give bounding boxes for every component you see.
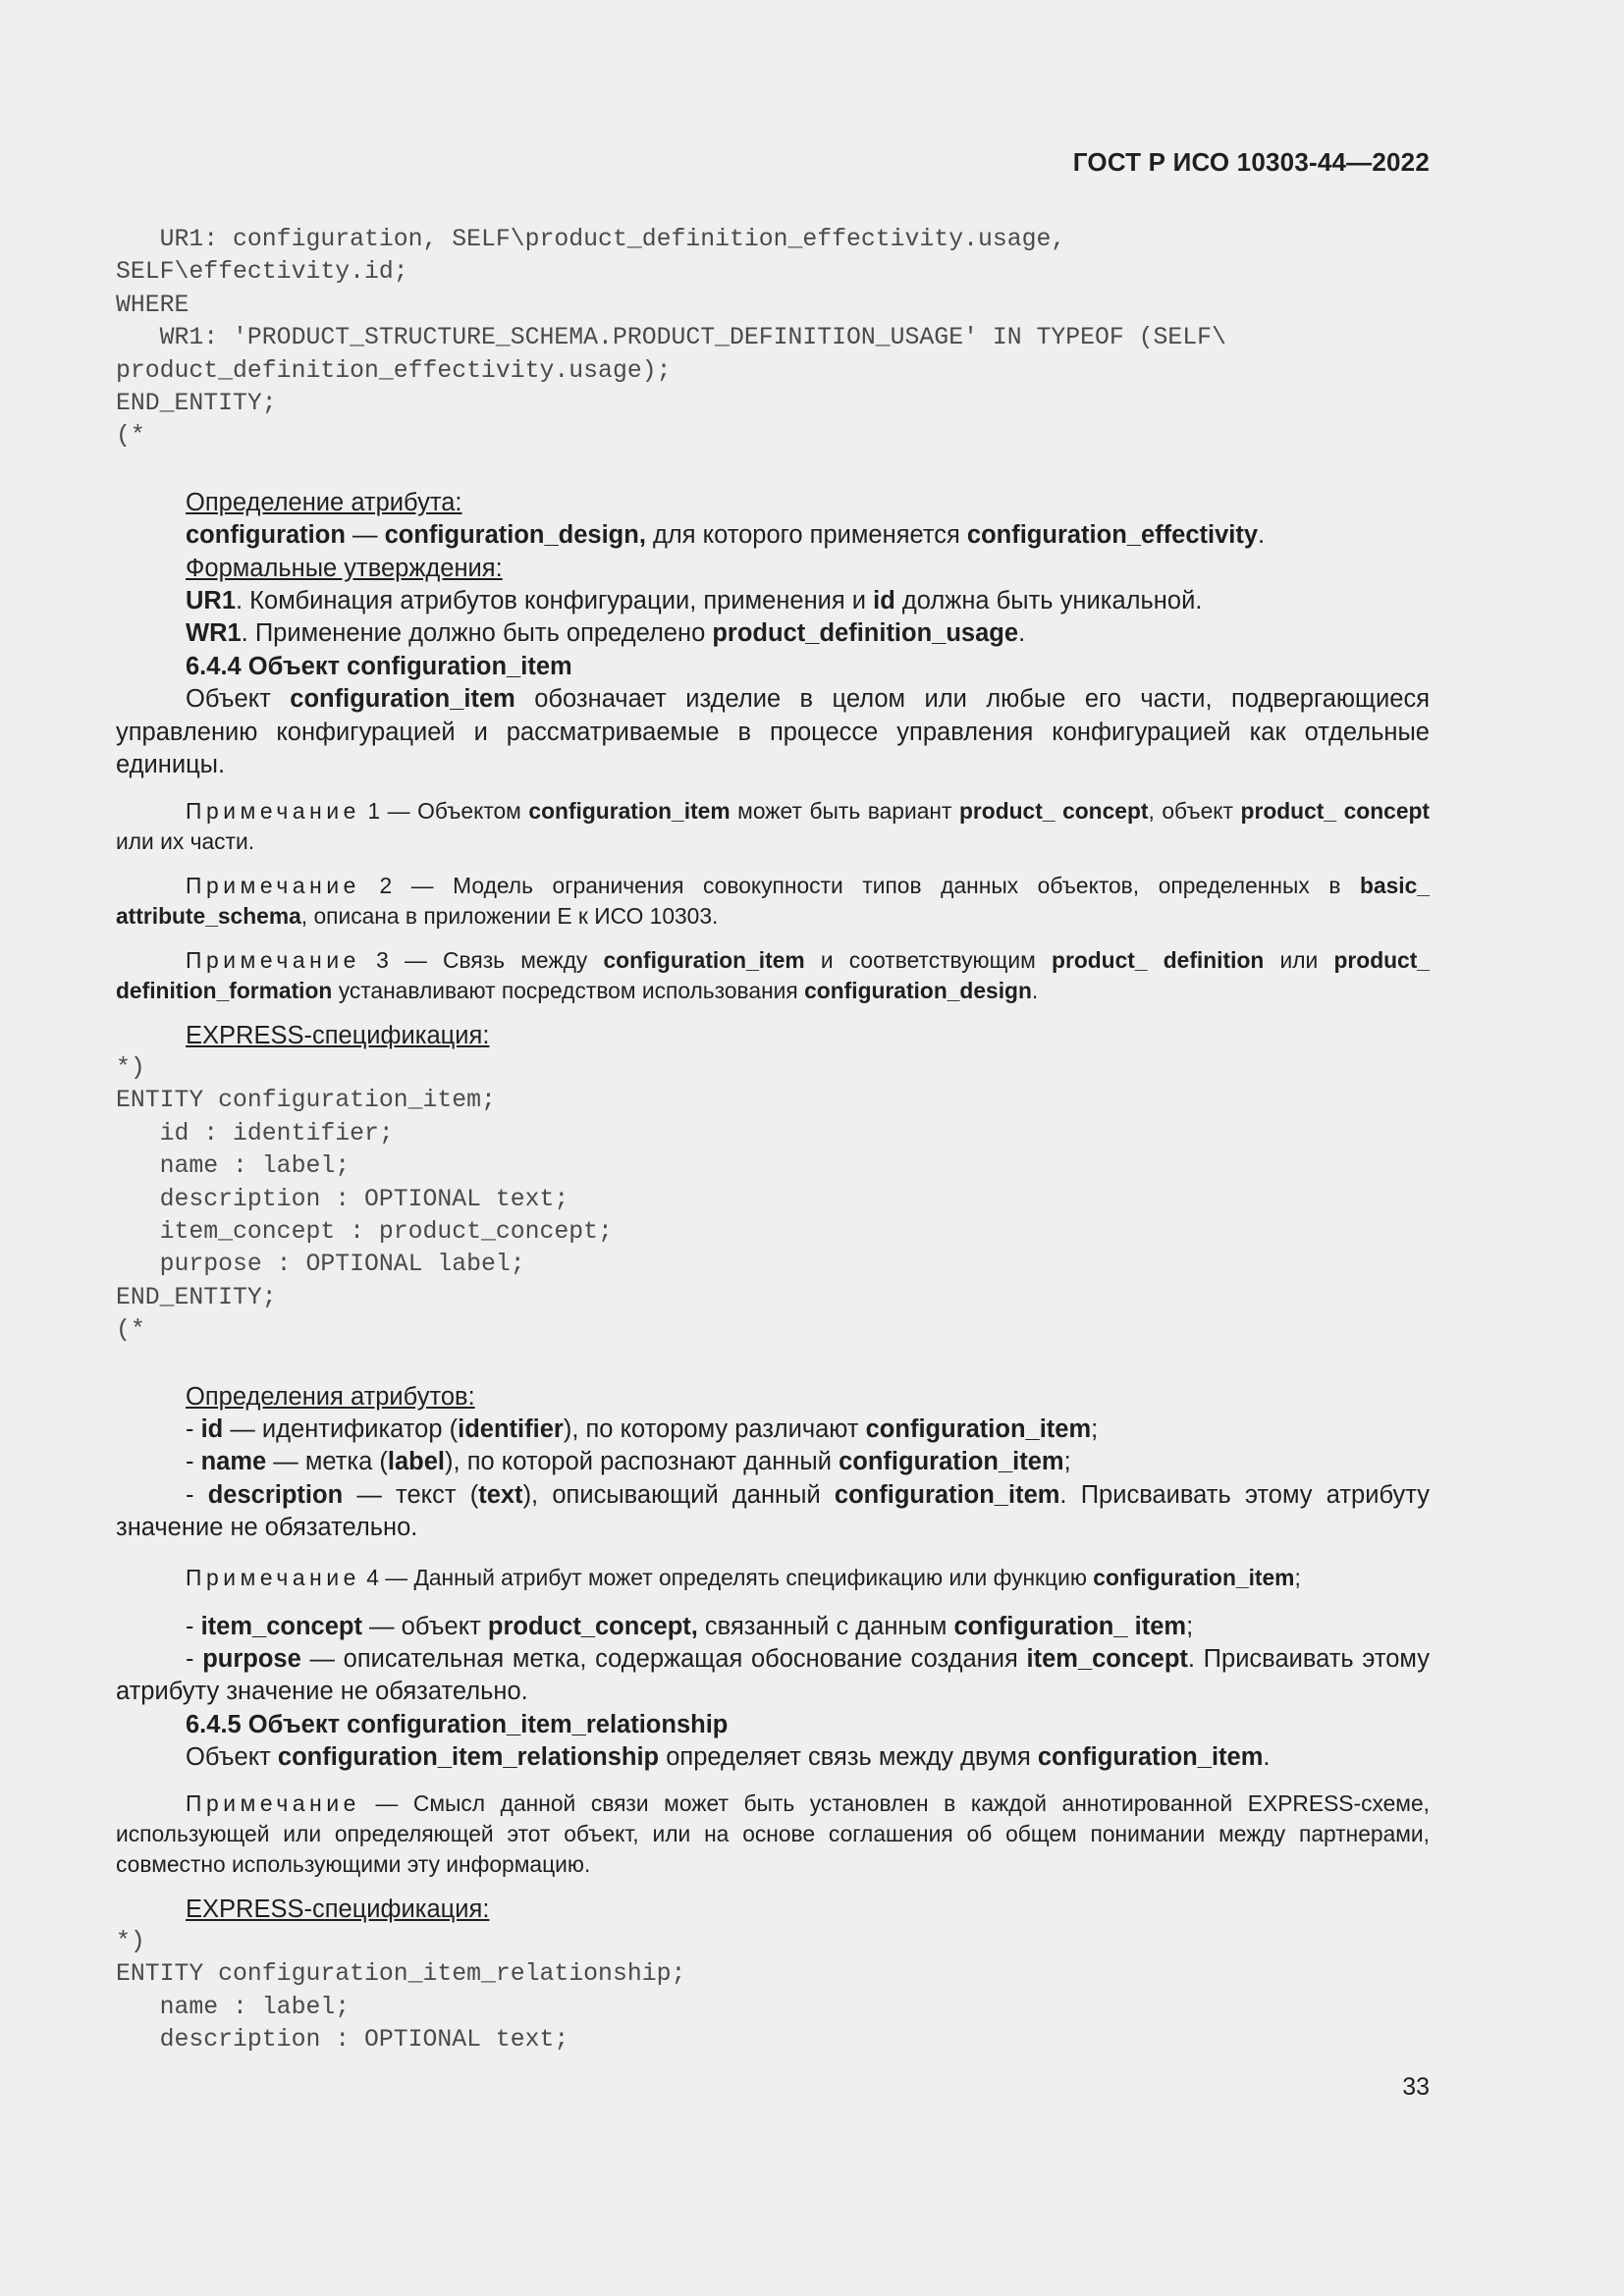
code-line: ENTITY configuration_item_relationship; (116, 1960, 686, 1989)
attr-item-description: - description — текст (text), описывающий данный configuration_item. Присваивать этому атрибуту значение не обязательно. (116, 1480, 1430, 1542)
section-644-paragraph: Объект configuration_item обозначает изделие в целом или любые его части, подвергающиеся управлению конфигурацией и рассматриваемые в процессе управления конфигурацией как отдельные единицы. (116, 685, 1431, 779)
attrs-def-heading: Определения атрибутов: (186, 1382, 475, 1411)
code-block-2 (116, 1052, 1430, 1348)
note-2: Примечание 2 — Модель ограничения совокупности типов данных объектов, определенных в basic_ attribute_schema, описана в приложении Е к ИСО 10303. (116, 872, 1430, 929)
page-number: 33 (1402, 2073, 1430, 2101)
code-line: WR1: 'PRODUCT_STRUCTURE_SCHEMA.PRODUCT_DEFINITION_USAGE' IN TYPEOF (SELF\ (116, 324, 1226, 352)
note-645: Примечание — Смысл данной связи может быть установлен в каждой аннотированной EXPRESS-схеме, использующей или определяющей этот объект, или на основе соглашения об общем понимании между партнерами, совместно использующими эту информацию. (116, 1789, 1430, 1877)
code-line: purpose : OPTIONAL label; (116, 1251, 525, 1279)
attr-item-name: - name — метка (label), по которой распознают данный configuration_item; (186, 1448, 1071, 1476)
formal-ur1: UR1. Комбинация атрибутов конфигурации, применения и id должна быть уникальной. (186, 587, 1203, 615)
code-block-3 (116, 1926, 1430, 2057)
document-header: ГОСТ Р ИСО 10303-44—2022 (1072, 147, 1430, 177)
code-line: *) (116, 1928, 145, 1956)
code-line: description : OPTIONAL text; (116, 2026, 569, 2055)
section-645-paragraph: Объект configuration_item_relationship определяет связь между двумя configuration_item. (186, 1743, 1271, 1772)
section-644-heading: 6.4.4 Объект configuration_item (186, 652, 572, 680)
express-spec-heading: EXPRESS-спецификация: (186, 1021, 490, 1049)
code-line: item_concept : product_concept; (116, 1217, 613, 1246)
code-line: WHERE (116, 291, 189, 319)
code-line: END_ENTITY; (116, 390, 277, 418)
note-4: Примечание 4 — Данный атрибут может определять спецификацию или функцию configuration_item; (186, 1564, 1301, 1590)
formal-heading: Формальные утверждения: (186, 554, 503, 582)
attr-item-id: - id — идентификатор (identifier), по которому различают configuration_item; (186, 1415, 1099, 1443)
code-line: ENTITY configuration_item; (116, 1087, 496, 1115)
code-line: (* (116, 1316, 145, 1345)
page-content (116, 224, 1430, 2057)
code-line: id : identifier; (116, 1119, 394, 1148)
code-line: description : OPTIONAL text; (116, 1185, 569, 1213)
code-line: SELF\effectivity.id; (116, 258, 408, 287)
code-line: name : label; (116, 1152, 351, 1181)
code-line: product_definition_effectivity.usage); (116, 356, 672, 385)
attr-def-configuration: configuration — configuration_design, для которого применяется configuration_effectivity. (186, 521, 1266, 550)
section-645-heading: 6.4.5 Объект configuration_item_relationship (186, 1710, 729, 1738)
attr-item-item-concept: - item_concept — объект product_concept, связанный с данным configuration_ item; (186, 1612, 1194, 1640)
note-3: Примечание 3 — Связь между configuration_item и соответствующим product_ definition или product_ definition_formation устанавливают посредством использования configuration_design. (116, 946, 1430, 1003)
code-line: (* (116, 422, 145, 451)
code-line: name : label; (116, 1993, 351, 2021)
code-line: END_ENTITY; (116, 1283, 277, 1311)
code-block-1 (116, 224, 1430, 454)
express-spec-heading-2: EXPRESS-спецификация: (186, 1895, 490, 1923)
attr-item-purpose: - purpose — описательная метка, содержащая обоснование создания item_concept. Присваивать этому атрибуту значение не обязательно. (116, 1645, 1431, 1706)
code-line: UR1: configuration, SELF\product_definition_effectivity.usage, (116, 226, 1066, 253)
attr-def-heading: Определение атрибута: (186, 488, 462, 516)
note-1: Примечание 1 — Объектом configuration_item может быть вариант product_ concept, объект product_ concept или их части. (116, 797, 1431, 854)
code-line: *) (116, 1053, 145, 1082)
formal-wr1: WR1. Применение должно быть определено product_definition_usage. (186, 619, 1026, 648)
